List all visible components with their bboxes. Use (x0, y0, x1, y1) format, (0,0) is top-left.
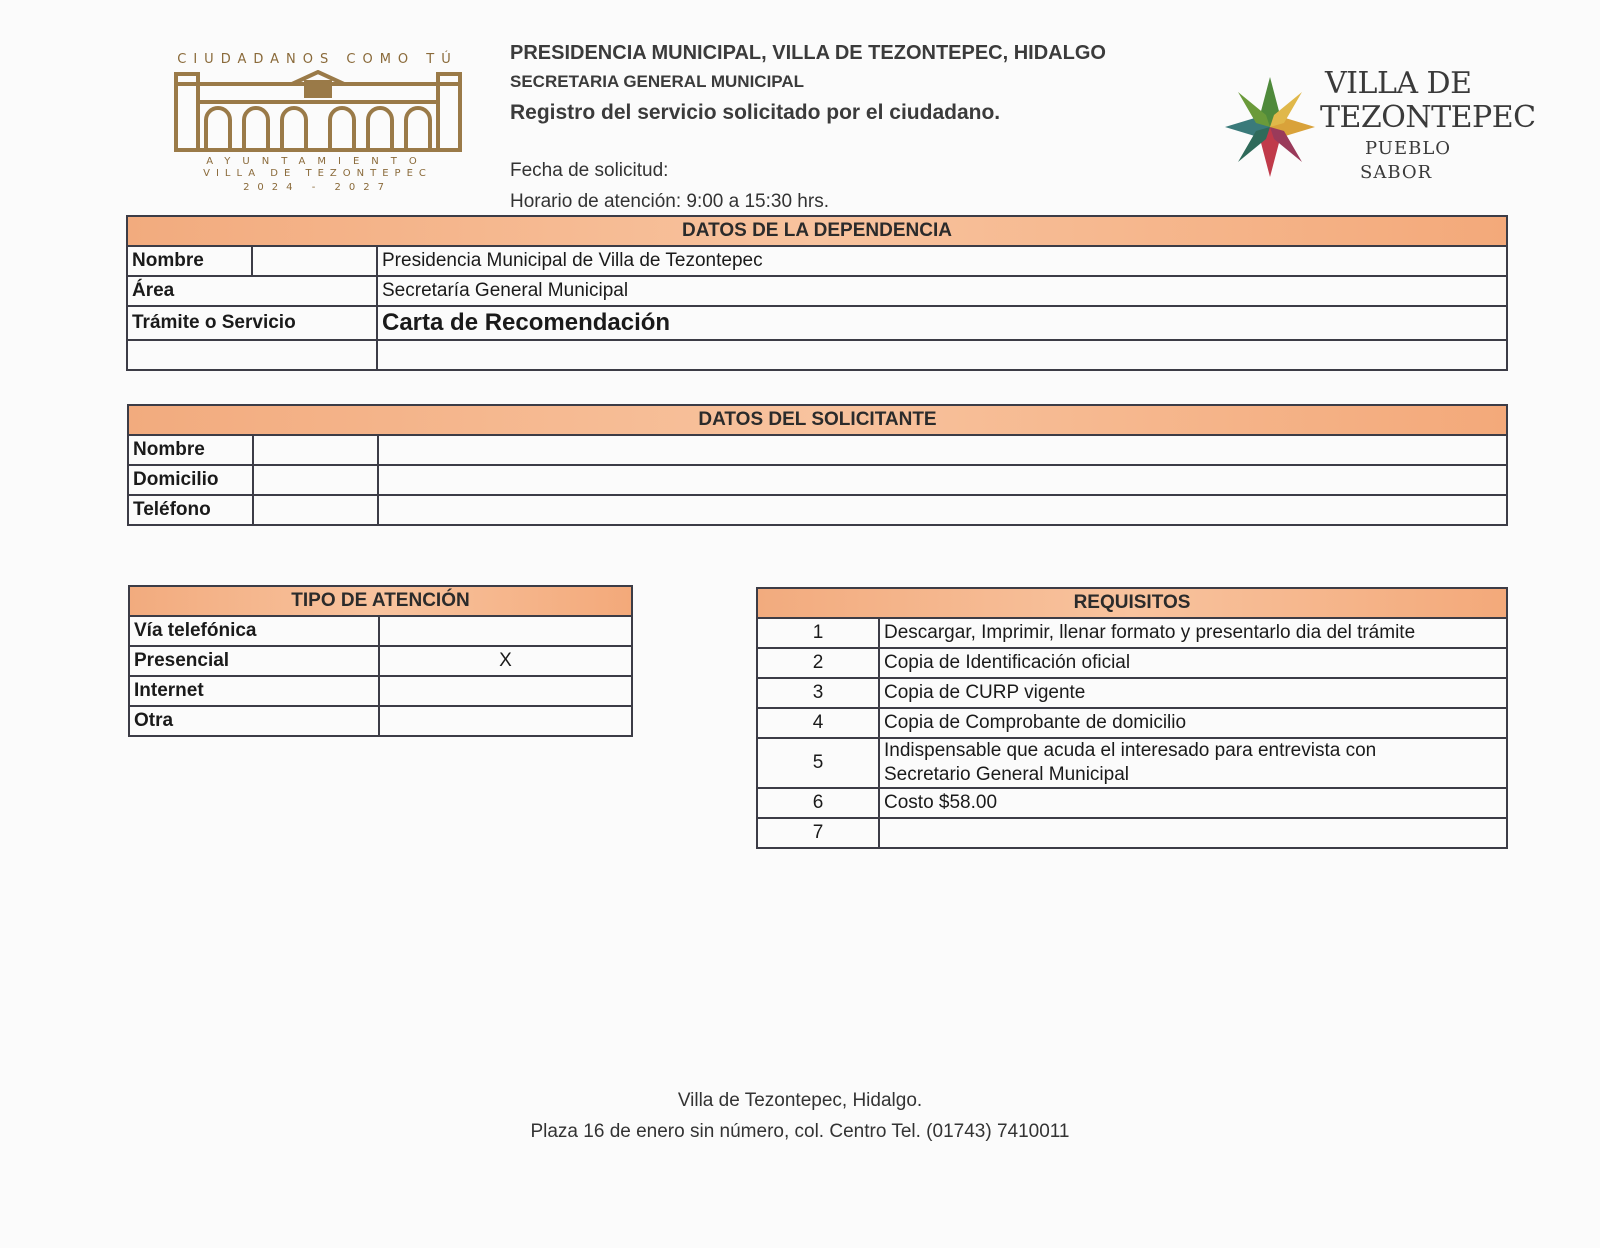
star-flower-icon (1225, 72, 1315, 182)
dependencia-heading: DATOS DE LA DEPENDENCIA (127, 216, 1507, 246)
req-num: 6 (757, 788, 879, 818)
table-row (757, 678, 1507, 708)
dep-blank-value (377, 340, 1507, 370)
req-text: Copia de Comprobante de domicilio (879, 708, 1507, 738)
logo-villa-de: VILLA DE (1325, 66, 1472, 101)
footer-city: Villa de Tezontepec, Hidalgo. (677, 1090, 923, 1111)
sol-telefono-value[interactable] (378, 495, 1507, 525)
dep-tramite-label: Trámite o Servicio (127, 306, 377, 340)
building-icon (172, 70, 464, 154)
ayuntamiento-logo (170, 48, 465, 198)
dep-area-label: Área (127, 276, 377, 306)
table-row (757, 818, 1507, 848)
req-text (879, 738, 1507, 788)
logo-motto: CIUDADANOS COMO TÚ (177, 52, 458, 67)
tipo-atencion-table (128, 585, 633, 737)
sol-telefono-label: Teléfono (128, 495, 253, 525)
sol-domicilio-blank[interactable] (253, 465, 378, 495)
logo-sabor: SABOR (1360, 162, 1433, 183)
dep-tramite-value: Carta de Recomendación (377, 306, 1507, 340)
tipo-telefonica-label: Vía telefónica (129, 616, 379, 646)
req-text: Descargar, Imprimir, llenar formato y presentarlo dia del trámite (879, 618, 1507, 648)
requisitos-heading: REQUISITOS (757, 588, 1507, 618)
tipo-otra-mark[interactable] (379, 706, 632, 736)
dep-nombre-value: Presidencia Municipal de Villa de Tezontepec (377, 246, 1507, 276)
req-text-line2: Secretario General Municipal (884, 764, 1130, 785)
dep-blank-label (127, 340, 377, 370)
solicitante-table (127, 404, 1508, 526)
footer-address: Plaza 16 de enero sin número, col. Centro Tel. (01743) 7410011 (530, 1121, 1070, 1142)
sol-nombre-blank[interactable] (253, 435, 378, 465)
table-row (757, 708, 1507, 738)
villa-tezontepec-logo (1225, 62, 1536, 192)
tipo-presencial-label: Presencial (129, 646, 379, 676)
req-num: 1 (757, 618, 879, 648)
req-text-line1: Indispensable que acuda el interesado para entrevista con (884, 740, 1377, 761)
table-row (757, 618, 1507, 648)
table-row (757, 738, 1507, 788)
dep-nombre-label: Nombre (127, 246, 252, 276)
logo-years: 2024 - 2027 (243, 182, 392, 193)
tipo-internet-label: Internet (129, 676, 379, 706)
req-num: 4 (757, 708, 879, 738)
logo-villa: VILLA DE TEZONTEPEC (203, 168, 432, 179)
sol-domicilio-value[interactable] (378, 465, 1507, 495)
header-subtitle: SECRETARIA GENERAL MUNICIPAL (510, 72, 805, 91)
tipo-presencial-mark[interactable]: X (379, 646, 632, 676)
tipo-internet-mark[interactable] (379, 676, 632, 706)
logo-tezontepec: TEZONTEPEC (1320, 100, 1536, 135)
table-row (757, 788, 1507, 818)
req-num: 3 (757, 678, 879, 708)
logo-pueblo: PUEBLO (1365, 138, 1452, 159)
header-title: PRESIDENCIA MUNICIPAL, VILLA DE TEZONTEPEC, HIDALGO (510, 42, 1106, 64)
req-text: Copia de CURP vigente (879, 678, 1507, 708)
table-row (757, 648, 1507, 678)
sol-telefono-blank[interactable] (253, 495, 378, 525)
solicitante-heading: DATOS DEL SOLICITANTE (128, 405, 1507, 435)
logo-ayuntamiento: AYUNTAMIENTO (206, 156, 429, 167)
dependencia-table (126, 215, 1508, 371)
fecha-solicitud-label: Fecha de solicitud: (510, 160, 669, 181)
tipo-atencion-heading: TIPO DE ATENCIÓN (129, 586, 632, 616)
sol-nombre-value[interactable] (378, 435, 1507, 465)
req-num: 5 (757, 738, 879, 788)
req-num: 7 (757, 818, 879, 848)
dep-nombre-blank (252, 246, 377, 276)
req-text: Costo $58.00 (879, 788, 1507, 818)
sol-domicilio-label: Domicilio (128, 465, 253, 495)
dep-area-value: Secretaría General Municipal (377, 276, 1507, 306)
tipo-telefonica-mark[interactable] (379, 616, 632, 646)
req-text (879, 818, 1507, 848)
form-title: Registro del servicio solicitado por el ciudadano. (510, 101, 1001, 124)
tipo-otra-label: Otra (129, 706, 379, 736)
req-text: Copia de Identificación oficial (879, 648, 1507, 678)
req-num: 2 (757, 648, 879, 678)
sol-nombre-label: Nombre (128, 435, 253, 465)
horario-atencion: Horario de atención: 9:00 a 15:30 hrs. (510, 191, 829, 212)
requisitos-table (756, 587, 1508, 849)
